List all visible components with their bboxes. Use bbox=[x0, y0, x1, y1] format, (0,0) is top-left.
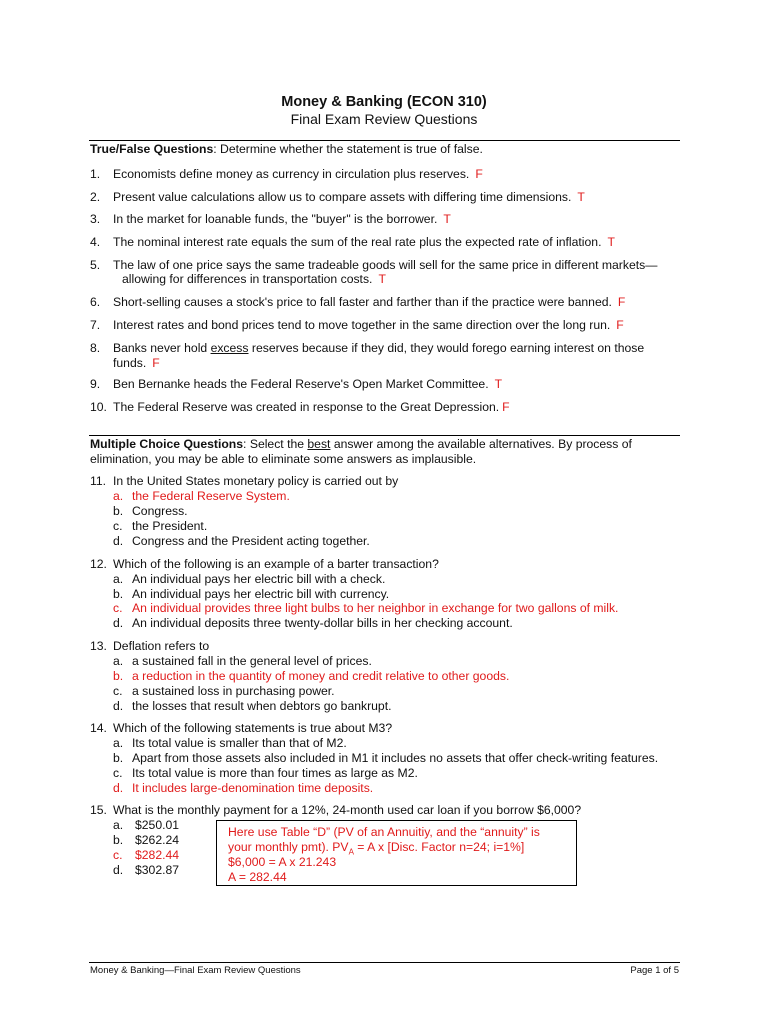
tf-answer: T bbox=[577, 190, 585, 204]
mc-option: $250.01 bbox=[135, 818, 180, 832]
tf-answer: F bbox=[617, 295, 626, 309]
tf-question: Economists define money as currency in circulation plus reserves. F bbox=[113, 167, 483, 181]
mc-number: 15. bbox=[90, 803, 107, 817]
mc-option: An individual deposits three twenty-dollar bills in her checking account. bbox=[132, 616, 513, 630]
mc-heading: Multiple Choice Questions bbox=[90, 437, 244, 451]
mc-option: a sustained loss in purchasing power. bbox=[132, 684, 335, 698]
mc-option-correct: It includes large-denomination time deposits. bbox=[132, 781, 374, 795]
mc-option: a sustained fall in the general level of prices. bbox=[132, 654, 372, 668]
mc-option-letter: c. bbox=[113, 519, 123, 533]
mc-number: 12. bbox=[90, 557, 107, 571]
mc-option: Congress and the President acting together. bbox=[132, 534, 370, 548]
mc-number: 11. bbox=[90, 474, 107, 488]
mc-option-letter: d. bbox=[113, 534, 124, 548]
page-number: Page 1 of 5 bbox=[630, 965, 679, 976]
mc-option: Congress. bbox=[132, 504, 188, 518]
tf-answer: F bbox=[152, 356, 160, 370]
mc-question: In the United States monetary policy is carried out by bbox=[113, 474, 399, 488]
tf-number: 6. bbox=[90, 295, 101, 309]
section-divider bbox=[89, 435, 680, 436]
mc-option: An individual pays her electric bill with a check. bbox=[132, 572, 386, 586]
mc-option: Its total value is smaller than that of M2. bbox=[132, 736, 347, 750]
tf-number: 4. bbox=[90, 235, 101, 249]
mc-number: 13. bbox=[90, 639, 107, 653]
mc-option-correct: $282.44 bbox=[135, 848, 180, 862]
tf-answer: F bbox=[502, 400, 510, 414]
solution-note-box bbox=[216, 820, 577, 886]
tf-heading: True/False Questions bbox=[90, 142, 214, 156]
tf-answer: F bbox=[475, 167, 483, 181]
tf-answer: T bbox=[443, 212, 451, 226]
tf-number: 7. bbox=[90, 318, 101, 332]
note-line: your monthly pmt). $PV_A = A$ x [Disc. Factor n=24; i=1%] bbox=[228, 840, 525, 857]
mc-question: Which of the following is an example of a barter transaction? bbox=[113, 557, 439, 571]
mc-question: What is the monthly payment for a 12%, 24-month used car loan if you borrow $6,000? bbox=[113, 803, 582, 817]
mc-option-correct: An individual provides three light bulbs to her neighbor in exchange for two gallons of milk. bbox=[132, 601, 619, 615]
tf-number: 1. bbox=[90, 167, 101, 181]
tf-number: 5. bbox=[90, 258, 101, 272]
mc-option-letter: a. bbox=[113, 818, 124, 832]
mc-option-letter: a. bbox=[113, 572, 124, 586]
mc-option-letter: d. bbox=[113, 863, 124, 877]
note-line: $6,000 = A x 21.243 bbox=[228, 855, 337, 869]
page-title: Money & Banking (ECON 310) bbox=[281, 94, 487, 110]
tf-answer: T bbox=[494, 377, 503, 391]
mc-option-letter: a. bbox=[113, 736, 124, 750]
mc-option-letter: c. bbox=[113, 766, 123, 780]
section-divider bbox=[89, 140, 680, 141]
tf-question: Ben Bernanke heads the Federal Reserve's Open Market Committee. T bbox=[113, 377, 503, 391]
note-line: A = 282.44 bbox=[228, 870, 287, 884]
mc-option-letter: c. bbox=[113, 684, 123, 698]
note-line: Here use Table “D” (PV of an Annuitiy, and the “annuity” is bbox=[228, 825, 540, 839]
mc-instructions-cont: elimination, you may be able to eliminate some answers as implausible. bbox=[90, 452, 477, 466]
tf-question: Banks never hold excess reserves because if they did, they would forego earning interest on those bbox=[113, 341, 645, 355]
tf-instructions: True/False Questions: Determine whether the statement is true of false. bbox=[90, 142, 483, 156]
mc-option-letter: b. bbox=[113, 833, 124, 847]
mc-option-letter: d. bbox=[113, 616, 124, 630]
mc-option-correct: a reduction in the quantity of money and credit relative to other goods. bbox=[132, 669, 510, 683]
mc-number: 14. bbox=[90, 721, 107, 735]
tf-question-cont: funds. F bbox=[113, 356, 160, 370]
page-subtitle: Final Exam Review Questions bbox=[290, 111, 478, 127]
mc-option: $302.87 bbox=[135, 863, 180, 877]
mc-option-letter: a. bbox=[113, 489, 124, 503]
tf-question: The law of one price says the same tradeable goods will sell for the same price in different markets— bbox=[113, 258, 658, 272]
mc-option-letter: b. bbox=[113, 504, 124, 518]
mc-question: Deflation refers to bbox=[113, 639, 210, 653]
mc-option: the losses that result when debtors go bankrupt. bbox=[132, 699, 392, 713]
mc-option-letter: c. bbox=[113, 848, 123, 862]
mc-question: Which of the following statements is true about M3? bbox=[113, 721, 393, 735]
tf-question: The Federal Reserve was created in response to the Great Depression. F bbox=[113, 400, 510, 414]
tf-number: 9. bbox=[90, 377, 101, 391]
mc-option: An individual pays her electric bill with currency. bbox=[132, 587, 390, 601]
mc-instructions: Multiple Choice Questions: Select the best answer among the available alternatives. By process of bbox=[90, 437, 632, 451]
mc-option: $262.24 bbox=[135, 833, 180, 847]
mc-option: the President. bbox=[132, 519, 208, 533]
tf-answer: T bbox=[378, 272, 386, 286]
mc-option-letter: b. bbox=[113, 751, 124, 765]
mc-option-letter: a. bbox=[113, 654, 124, 668]
tf-question: Present value calculations allow us to compare assets with differing time dimensions. T bbox=[113, 190, 585, 204]
tf-answer: F bbox=[616, 318, 624, 332]
tf-question: The nominal interest rate equals the sum of the real rate plus the expected rate of inflation. T bbox=[113, 235, 615, 249]
mc-option: Its total value is more than four times as large as M2. bbox=[132, 766, 418, 780]
mc-option-correct: the Federal Reserve System. bbox=[132, 489, 290, 503]
mc-option-letter: d. bbox=[113, 699, 124, 713]
tf-number: 8. bbox=[90, 341, 101, 355]
mc-option: Apart from those assets also included in M1 it includes no assets that offer check-writing features. bbox=[132, 751, 659, 765]
tf-question-cont: allowing for differences in transportation costs. T bbox=[122, 272, 386, 286]
tf-number: 3. bbox=[90, 212, 101, 226]
tf-answer: T bbox=[607, 235, 615, 249]
mc-option-letter: c. bbox=[113, 601, 123, 615]
mc-option-letter: b. bbox=[113, 669, 124, 683]
tf-question: Short-selling causes a stock's price to fall faster and farther than if the practice were banned. F bbox=[113, 295, 626, 309]
tf-number: 10. bbox=[90, 400, 107, 414]
tf-number: 2. bbox=[90, 190, 101, 204]
mc-option-letter: b. bbox=[113, 587, 124, 601]
footer-left: Money & Banking—Final Exam Review Questions bbox=[90, 965, 301, 976]
tf-question: In the market for loanable funds, the "buyer" is the borrower. T bbox=[113, 212, 451, 226]
tf-question: Interest rates and bond prices tend to move together in the same direction over the long run. F bbox=[113, 318, 624, 332]
mc-option-letter: d. bbox=[113, 781, 124, 795]
footer-divider bbox=[89, 962, 680, 963]
